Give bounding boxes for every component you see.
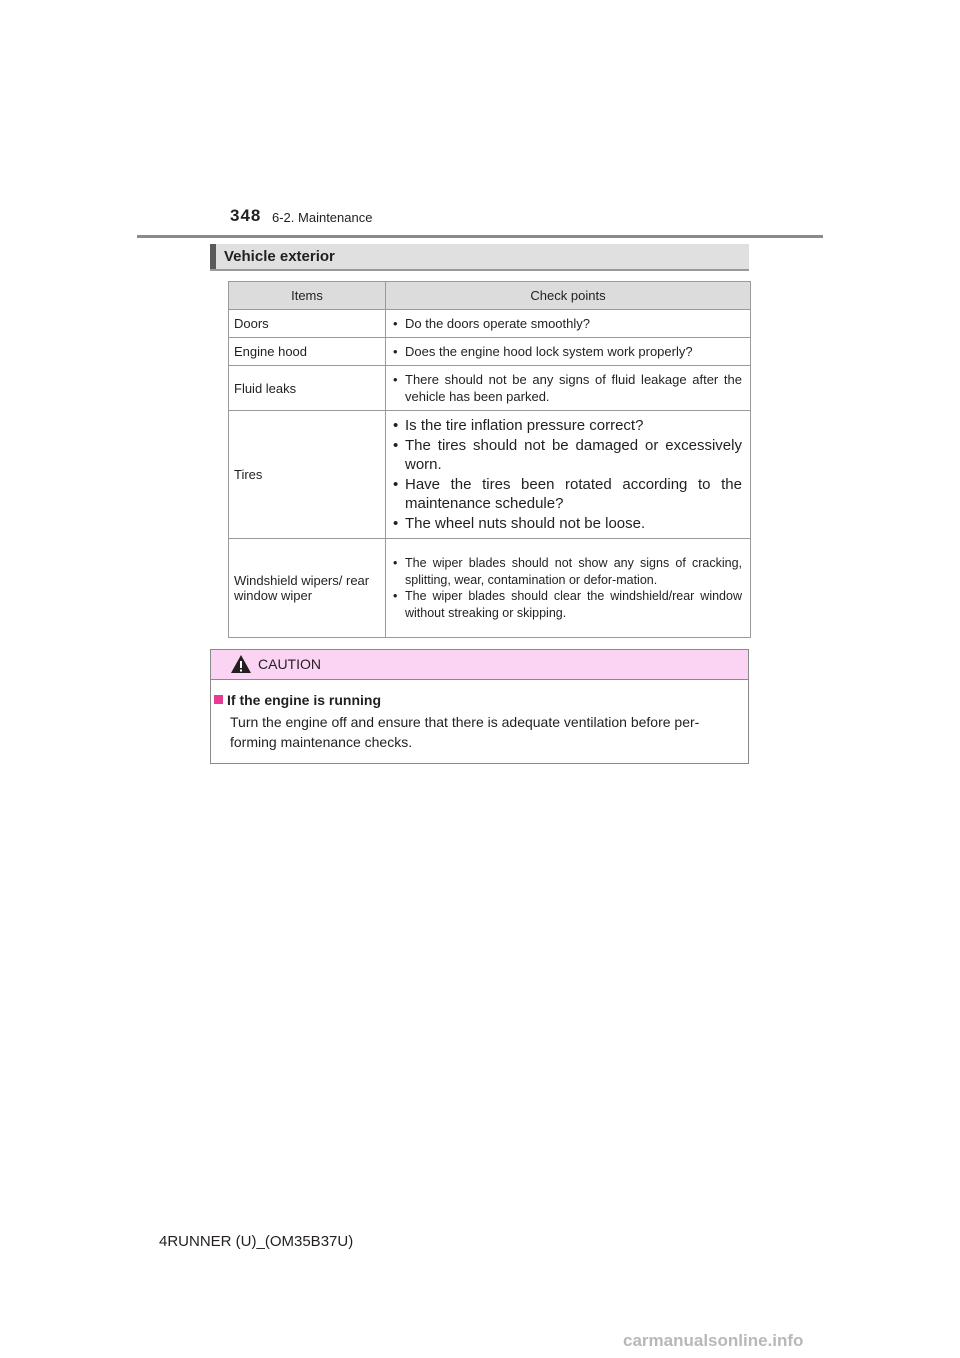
row-item: Engine hood	[229, 338, 386, 366]
caution-header	[211, 650, 748, 680]
page-header	[137, 203, 823, 238]
row-check-points	[386, 338, 751, 366]
caution-body: Turn the engine off and ensure that there is adequate ventilation before per-forming maintenance checks.	[230, 714, 700, 750]
section-title-bar	[210, 244, 749, 271]
row-item: Tires	[229, 411, 386, 539]
row-item: Windshield wipers/ rear window wiper	[229, 539, 386, 638]
warning-triangle-icon	[230, 654, 252, 674]
column-header-check-points: Check points	[386, 282, 751, 310]
check-point: • The tires should not be damaged or excessively worn.	[392, 436, 742, 475]
row-item: Doors	[229, 310, 386, 338]
page-number: 348	[230, 206, 262, 225]
footer-model-code: 4RUNNER (U)_(OM35B37U)	[159, 1233, 354, 1250]
section-accent	[210, 244, 216, 269]
table-row	[229, 310, 751, 338]
check-point: • There should not be any signs of fluid leakage after the vehicle has been parked.	[392, 371, 742, 405]
table-row	[229, 366, 751, 411]
caution-heading	[214, 692, 381, 708]
row-item: Fluid leaks	[229, 366, 386, 411]
table-row	[229, 539, 751, 638]
square-bullet-icon	[214, 695, 223, 704]
check-point: • Is the tire inflation pressure correct?	[392, 416, 742, 436]
caution-box	[210, 649, 749, 764]
check-point: • Does the engine hood lock system work properly?	[392, 343, 742, 360]
table-row	[229, 338, 751, 366]
row-check-points	[386, 310, 751, 338]
check-point: • Have the tires been rotated according to the maintenance schedule?	[392, 475, 742, 514]
section-title: Vehicle exterior	[224, 248, 335, 265]
column-header-items: Items	[229, 282, 386, 310]
caution-label: CAUTION	[258, 656, 321, 672]
row-check-points	[386, 411, 751, 539]
row-check-points	[386, 366, 751, 411]
footer-watermark: carmanualsonline.info	[623, 1331, 804, 1350]
caution-heading-text: If the engine is running	[227, 692, 381, 708]
table-row	[229, 411, 751, 539]
check-point: • The wiper blades should clear the windshield/rear window without streaking or skipping.	[392, 588, 742, 621]
table-header-row	[229, 282, 751, 310]
row-check-points	[386, 539, 751, 638]
check-point: • The wheel nuts should not be loose.	[392, 514, 742, 534]
check-point: • The wiper blades should not show any signs of cracking, splitting, wear, contamination or defor-mation.	[392, 555, 742, 588]
check-table	[228, 281, 751, 638]
check-point: • Do the doors operate smoothly?	[392, 315, 742, 332]
section-label: 6-2. Maintenance	[272, 210, 373, 225]
